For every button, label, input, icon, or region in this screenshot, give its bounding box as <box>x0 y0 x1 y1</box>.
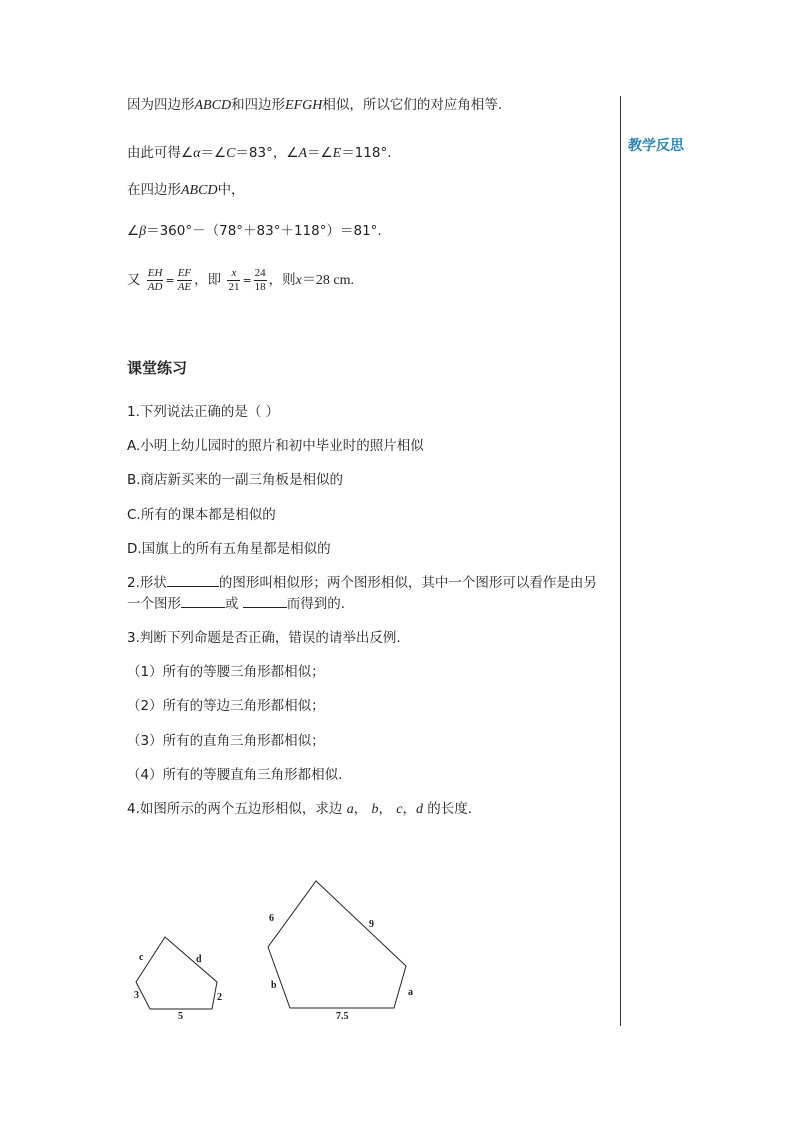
small-label-d: d <box>196 954 202 965</box>
large-label-7-5: 7.5 <box>336 1011 349 1022</box>
text: 而得到的. <box>286 596 346 612</box>
text: 一个图形 <box>127 596 181 612</box>
large-label-6: 6 <box>269 913 274 924</box>
frac-den: AD <box>147 280 163 293</box>
var-abcd: ABCD <box>194 98 232 113</box>
small-pentagon <box>136 937 217 1009</box>
text: 因为四边形 <box>127 97 195 113</box>
question-1-option-b: B.商店新买来的一副三角板是相似的 <box>127 472 344 488</box>
text: 由此可得∠ <box>127 145 194 161</box>
question-3-item-1: （1）所有的等腰三角形都相似； <box>127 664 325 680</box>
text: ， <box>378 801 392 817</box>
frac-num: EF <box>177 266 192 279</box>
text: 中， <box>217 182 245 198</box>
text: 2.形状 <box>127 575 167 591</box>
var-a: a <box>346 802 354 817</box>
section-title: 课堂练习 <box>127 359 188 377</box>
var-e: E <box>332 146 342 161</box>
question-1-stem: 1.下列说法正确的是（ ） <box>127 404 280 420</box>
frac-den: 18 <box>254 280 266 293</box>
large-pentagon <box>268 881 406 1008</box>
var-a: A <box>298 146 308 161</box>
text: 的图形叫相似形；两个图形相似，其中一个图形可以看作是由另 <box>218 575 597 591</box>
var-b: b <box>371 802 379 817</box>
text: ，即 <box>194 272 222 288</box>
text: ＝360°－（78°＋83°＋118°）＝81°. <box>146 223 382 239</box>
text: 4.如图所示的两个五边形相似，求边 <box>127 801 343 817</box>
question-1-option-a: A.小明上幼儿园时的照片和初中毕业时的照片相似 <box>127 438 424 454</box>
text: 又 <box>127 272 141 288</box>
var-d: d <box>416 802 423 817</box>
text: ＝83°，∠ <box>235 145 299 161</box>
large-label-b: b <box>271 980 277 991</box>
text: ， <box>353 801 368 817</box>
var-c: c <box>396 802 403 817</box>
small-label-3: 3 <box>134 990 139 1001</box>
frac-num: 24 <box>254 266 266 279</box>
text: ∠ <box>127 223 140 239</box>
question-3-stem: 3.判断下列命题是否正确，错误的请举出反例. <box>127 630 401 646</box>
sidebar-reflection-label: 教学反思 <box>628 138 684 154</box>
small-label-2: 2 <box>217 992 222 1003</box>
large-label-a: a <box>408 987 413 998</box>
text: ， <box>402 801 416 817</box>
question-1-option-d: D.国旗上的所有五角星都是相似的 <box>127 541 331 557</box>
text: 和四边形 <box>231 97 286 113</box>
equals: = <box>165 274 175 287</box>
frac-den: AE <box>177 280 192 293</box>
text: 相似，所以它们的对应角相等. <box>322 97 503 113</box>
question-3-item-2: （2）所有的等边三角形都相似； <box>127 698 325 714</box>
text: 在四边形 <box>127 182 181 198</box>
var-x: x <box>295 273 302 288</box>
question-3-item-3: （3）所有的直角三角形都相似； <box>127 733 325 749</box>
text: ＝28 cm. <box>301 273 354 288</box>
small-label-5: 5 <box>178 1011 183 1022</box>
equals: = <box>242 274 252 287</box>
text: ＝∠ <box>200 145 227 161</box>
var-c: C <box>226 146 236 161</box>
frac-num: EH <box>147 266 163 279</box>
question-3-item-4: （4）所有的等腰直角三角形都相似. <box>127 767 343 783</box>
text: 或 <box>225 596 243 612</box>
var-alpha: α <box>193 146 201 161</box>
frac-num: x <box>227 267 240 281</box>
text: ，则 <box>268 272 296 288</box>
var-abcd: ABCD <box>181 183 218 198</box>
large-label-9: 9 <box>369 919 374 930</box>
question-1-option-c: C.所有的课本都是相似的 <box>127 507 276 523</box>
text: ＝∠ <box>307 145 333 161</box>
text: 的长度. <box>427 801 473 817</box>
frac-den: 21 <box>228 280 240 293</box>
text: ＝118°. <box>341 145 392 161</box>
var-efgh: EFGH <box>285 98 323 113</box>
var-beta: β <box>139 224 147 239</box>
small-label-c: c <box>139 952 144 963</box>
